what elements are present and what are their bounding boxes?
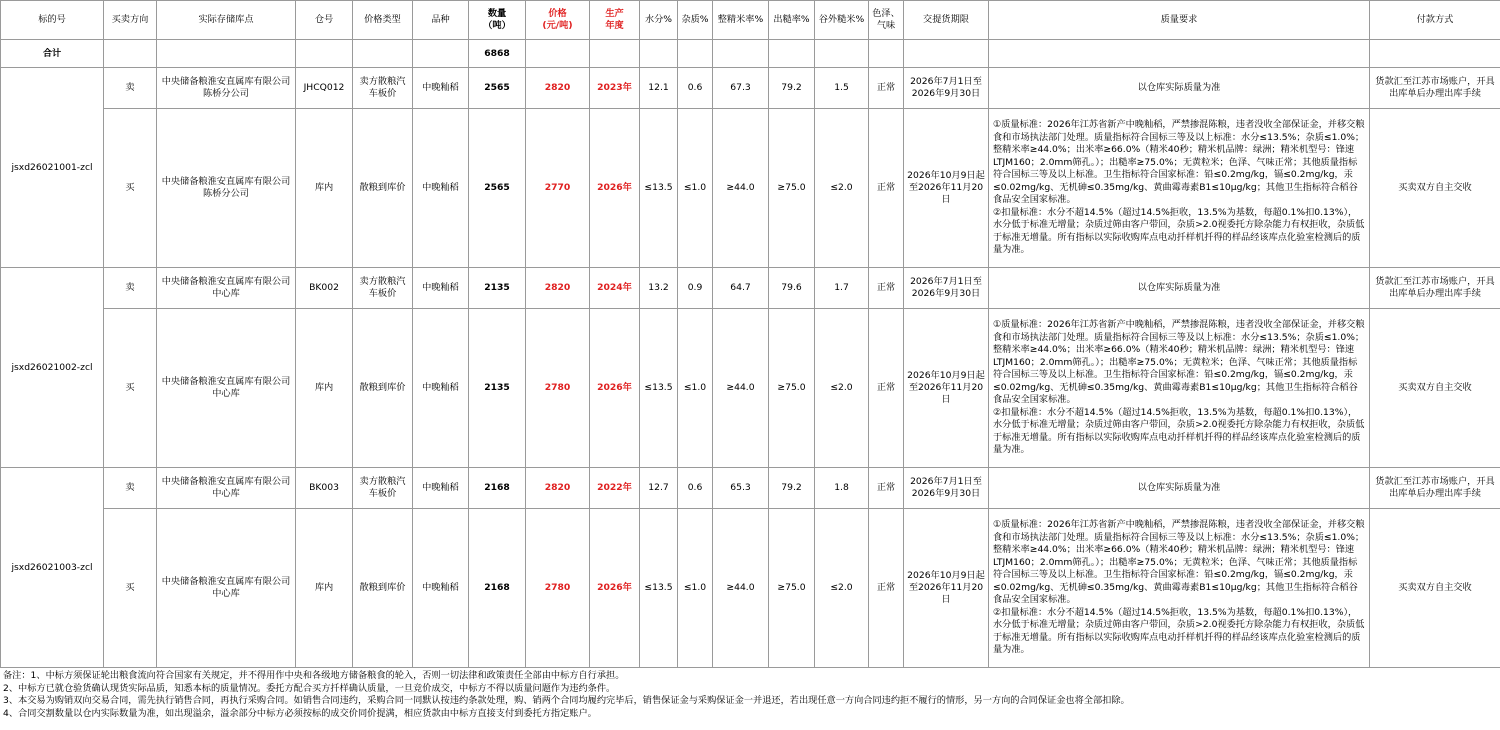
table-row — [1, 68, 1500, 109]
header-impurity: 杂质% — [678, 1, 713, 40]
quantity-cell: 2135 — [469, 268, 526, 309]
payment-cell: 买卖双方自主交收 — [1370, 109, 1500, 268]
brown-rice-cell: ≥75.0 — [769, 109, 815, 268]
direction-cell: 卖 — [104, 468, 157, 509]
head-rice-cell: ≥44.0 — [713, 509, 769, 668]
head-rice-cell: 64.7 — [713, 268, 769, 309]
price-cell: 2780 — [526, 309, 590, 468]
payment-cell: 买卖双方自主交收 — [1370, 309, 1500, 468]
delivery-cell: 2026年7月1日至2026年9月30日 — [904, 468, 989, 509]
direction-cell: 卖 — [104, 268, 157, 309]
delivery-cell: 2026年7月1日至2026年9月30日 — [904, 268, 989, 309]
moisture-cell: 12.1 — [640, 68, 678, 109]
header-payment: 付款方式 — [1370, 1, 1500, 40]
moisture-cell: ≤13.5 — [640, 109, 678, 268]
total-row — [1, 40, 1500, 68]
quantity-cell: 2168 — [469, 468, 526, 509]
header-year: 生产 年度 — [590, 1, 640, 40]
delivery-cell: 2026年10月9日起至2026年11月20日 — [904, 109, 989, 268]
year-cell: 2023年 — [590, 68, 640, 109]
color-smell-cell: 正常 — [869, 68, 904, 109]
impurity-cell: 0.6 — [678, 68, 713, 109]
direction-cell: 买 — [104, 109, 157, 268]
brown-rice-cell: ≥75.0 — [769, 309, 815, 468]
outer-brown-cell: 1.8 — [815, 468, 869, 509]
year-cell: 2024年 — [590, 268, 640, 309]
outer-brown-cell: ≤2.0 — [815, 509, 869, 668]
year-cell: 2026年 — [590, 109, 640, 268]
price-cell: 2820 — [526, 68, 590, 109]
lot-id: jsxd26021001-zcl — [1, 68, 104, 268]
variety-cell: 中晚籼稻 — [413, 68, 469, 109]
year-cell: 2022年 — [590, 468, 640, 509]
header-location: 实际存储库点 — [157, 1, 296, 40]
table-row — [1, 268, 1500, 309]
header-color-smell: 色泽、 气味 — [869, 1, 904, 40]
warehouse-cell: BK002 — [296, 268, 353, 309]
direction-cell: 卖 — [104, 68, 157, 109]
total-quantity: 6868 — [469, 40, 526, 68]
moisture-cell: ≤13.5 — [640, 509, 678, 668]
header-lot-id: 标的号 — [1, 1, 104, 40]
header-quality: 质量要求 — [989, 1, 1370, 40]
header-brown-rice: 出糙率% — [769, 1, 815, 40]
note-line: 3、本交易为购销双向交易合同，需先执行销售合同，再执行采购合同。如销售合同违约，采购合同一同默认按违约条款处理，购、销两个合同均履约完毕后，销售保证金与采购保证金一并退还，若出现任意一方向合同违约拒不履行的情形，另一方向的合同保证金也将全部扣除。 — [3, 695, 1130, 707]
header-variety: 品种 — [413, 1, 469, 40]
header-delivery: 交提货期限 — [904, 1, 989, 40]
lot-id: jsxd26021002-zcl — [1, 268, 104, 468]
brown-rice-cell: 79.2 — [769, 68, 815, 109]
quantity-cell: 2135 — [469, 309, 526, 468]
head-rice-cell: ≥44.0 — [713, 109, 769, 268]
warehouse-cell: 库内 — [296, 509, 353, 668]
table-row — [1, 468, 1500, 509]
note-line: 2、中标方已就仓验货确认现货实际品质，知悉本标的质量情况。委托方配合买方扦样确认质量，一旦竞价成交，中标方不得以质量问题作为违约条件。 — [3, 682, 616, 694]
note-line: 4、合同交割数量以仓内实际数量为准，如出现溢余，溢余部分中标方必须按标的成交价同价提满，相应货款由中标方直接支付到委托方指定账户。 — [3, 708, 597, 720]
table-row — [1, 509, 1500, 668]
price-cell: 2780 — [526, 509, 590, 668]
quality-cell: 以仓库实际质量为准 — [989, 268, 1370, 309]
price-type-cell: 散粮到库价 — [353, 509, 413, 668]
warehouse-cell: JHCQ012 — [296, 68, 353, 109]
color-smell-cell: 正常 — [869, 309, 904, 468]
brown-rice-cell: 79.6 — [769, 268, 815, 309]
head-rice-cell: 65.3 — [713, 468, 769, 509]
direction-cell: 买 — [104, 309, 157, 468]
header-warehouse: 仓号 — [296, 1, 353, 40]
brown-rice-cell: 79.2 — [769, 468, 815, 509]
quality-cell: 以仓库实际质量为准 — [989, 68, 1370, 109]
location-cell: 中央储备粮淮安直属库有限公司陈桥分公司 — [157, 68, 296, 109]
quality-cell: ①质量标准：2026年江苏省新产中晚籼稻，严禁掺混陈粮，违者没收全部保证金，并移交粮食和市场执法部门处理。质量指标符合国标三等及以上标准：水分≤13.5%；杂质≤1.0%；整精米率≥44.0%；出米率≥66.0%（精米40秒；精米机品牌：绿洲；精米机型号：锋速LTJM160；2.0mm筛孔。）；出糙率≥75.0%；无黄粒米；色泽、气味正常；其他质量指标符合国标三等及以上标准。卫生指标符合国家标准：铅≤0.2mg/kg，镉≤0.2mg/kg，汞≤0.02mg/kg、无机砷≤0.35mg/kg、黄曲霉毒素B1≤10μg/kg；其他卫生指标符合稻谷食品安全国家标准。 ②扣量标准：水分不超14.5%（超过14.5%拒收，13.5%为基数，每超0.1%扣0.13%），水分低于标准无增量；杂质过筛由客户带回，杂质>2.0视委托方除杂能力有权拒收，杂质低于标准无增量。所有指标以实际收购库点电动扦样机扦得的样品经该库点化验室检测后的质量为准。 — [989, 309, 1370, 468]
delivery-cell: 2026年10月9日起至2026年11月20日 — [904, 309, 989, 468]
quantity-cell: 2565 — [469, 68, 526, 109]
price-cell: 2770 — [526, 109, 590, 268]
note-line: 备注：1、中标方须保证轮出粮食流向符合国家有关规定，并不得用作中央和各级地方储备粮食的轮入，否则一切法律和政策责任全部由中标方自行承担。 — [3, 670, 625, 681]
quantity-cell: 2565 — [469, 109, 526, 268]
quality-cell: 以仓库实际质量为准 — [989, 468, 1370, 509]
payment-cell: 货款汇至江苏市场账户，开具出库单后办理出库手续 — [1370, 268, 1500, 309]
header-row — [1, 1, 1500, 40]
location-cell: 中央储备粮淮安直属库有限公司中心库 — [157, 509, 296, 668]
location-cell: 中央储备粮淮安直属库有限公司中心库 — [157, 468, 296, 509]
table-row — [1, 109, 1500, 268]
delivery-cell: 2026年10月9日起至2026年11月20日 — [904, 509, 989, 668]
payment-cell: 买卖双方自主交收 — [1370, 509, 1500, 668]
color-smell-cell: 正常 — [869, 109, 904, 268]
outer-brown-cell: ≤2.0 — [815, 309, 869, 468]
header-outer-brown: 谷外糙米% — [815, 1, 869, 40]
head-rice-cell: 67.3 — [713, 68, 769, 109]
variety-cell: 中晚籼稻 — [413, 468, 469, 509]
moisture-cell: ≤13.5 — [640, 309, 678, 468]
delivery-cell: 2026年7月1日至2026年9月30日 — [904, 68, 989, 109]
price-cell: 2820 — [526, 268, 590, 309]
warehouse-cell: BK003 — [296, 468, 353, 509]
price-type-cell: 卖方散粮汽车板价 — [353, 468, 413, 509]
quality-cell: ①质量标准：2026年江苏省新产中晚籼稻，严禁掺混陈粮，违者没收全部保证金，并移交粮食和市场执法部门处理。质量指标符合国标三等及以上标准：水分≤13.5%；杂质≤1.0%；整精米率≥44.0%；出米率≥66.0%（精米40秒；精米机品牌：绿洲；精米机型号：锋速LTJM160；2.0mm筛孔。）；出糙率≥75.0%；无黄粒米；色泽、气味正常；其他质量指标符合国标三等及以上标准。卫生指标符合国家标准：铅≤0.2mg/kg，镉≤0.2mg/kg，汞≤0.02mg/kg、无机砷≤0.35mg/kg、黄曲霉毒素B1≤10μg/kg；其他卫生指标符合稻谷食品安全国家标准。 ②扣量标准：水分不超14.5%（超过14.5%拒收，13.5%为基数，每超0.1%扣0.13%），水分低于标准无增量；杂质过筛由客户带回，杂质>2.0视委托方除杂能力有权拒收，杂质低于标准无增量。所有指标以实际收购库点电动扦样机扦得的样品经该库点化验室检测后的质量为准。 — [989, 509, 1370, 668]
lot-id: jsxd26021003-zcl — [1, 468, 104, 668]
impurity-cell: 0.9 — [678, 268, 713, 309]
location-cell: 中央储备粮淮安直属库有限公司中心库 — [157, 268, 296, 309]
warehouse-cell: 库内 — [296, 109, 353, 268]
header-head-rice: 整精米率% — [713, 1, 769, 40]
price-type-cell: 散粮到库价 — [353, 309, 413, 468]
header-moisture: 水分% — [640, 1, 678, 40]
moisture-cell: 12.7 — [640, 468, 678, 509]
impurity-cell: ≤1.0 — [678, 309, 713, 468]
outer-brown-cell: ≤2.0 — [815, 109, 869, 268]
header-price-type: 价格类型 — [353, 1, 413, 40]
payment-cell: 货款汇至江苏市场账户，开具出库单后办理出库手续 — [1370, 468, 1500, 509]
table-row — [1, 309, 1500, 468]
outer-brown-cell: 1.5 — [815, 68, 869, 109]
location-cell: 中央储备粮淮安直属库有限公司陈桥分公司 — [157, 109, 296, 268]
color-smell-cell: 正常 — [869, 509, 904, 668]
price-cell: 2820 — [526, 468, 590, 509]
warehouse-cell: 库内 — [296, 309, 353, 468]
quality-cell: ①质量标准：2026年江苏省新产中晚籼稻，严禁掺混陈粮，违者没收全部保证金，并移交粮食和市场执法部门处理。质量指标符合国标三等及以上标准：水分≤13.5%；杂质≤1.0%；整精米率≥44.0%；出米率≥66.0%（精米40秒；精米机品牌：绿洲；精米机型号：锋速LTJM160；2.0mm筛孔。）；出糙率≥75.0%；无黄粒米；色泽、气味正常；其他质量指标符合国标三等及以上标准。卫生指标符合国家标准：铅≤0.2mg/kg，镉≤0.2mg/kg，汞≤0.02mg/kg、无机砷≤0.35mg/kg、黄曲霉毒素B1≤10μg/kg；其他卫生指标符合稻谷食品安全国家标准。 ②扣量标准：水分不超14.5%（超过14.5%拒收，13.5%为基数，每超0.1%扣0.13%），水分低于标准无增量；杂质过筛由客户带回，杂质>2.0视委托方除杂能力有权拒收，杂质低于标准无增量。所有指标以实际收购库点电动扦样机扦得的样品经该库点化验室检测后的质量为准。 — [989, 109, 1370, 268]
payment-cell: 货款汇至江苏市场账户，开具出库单后办理出库手续 — [1370, 68, 1500, 109]
color-smell-cell: 正常 — [869, 468, 904, 509]
variety-cell: 中晚籼稻 — [413, 509, 469, 668]
header-quantity: 数量 （吨） — [469, 1, 526, 40]
impurity-cell: ≤1.0 — [678, 109, 713, 268]
price-type-cell: 卖方散粮汽车板价 — [353, 68, 413, 109]
header-price: 价格 (元/吨) — [526, 1, 590, 40]
variety-cell: 中晚籼稻 — [413, 268, 469, 309]
year-cell: 2026年 — [590, 509, 640, 668]
price-type-cell: 散粮到库价 — [353, 109, 413, 268]
impurity-cell: ≤1.0 — [678, 509, 713, 668]
color-smell-cell: 正常 — [869, 268, 904, 309]
quantity-cell: 2168 — [469, 509, 526, 668]
outer-brown-cell: 1.7 — [815, 268, 869, 309]
impurity-cell: 0.6 — [678, 468, 713, 509]
brown-rice-cell: ≥75.0 — [769, 509, 815, 668]
year-cell: 2026年 — [590, 309, 640, 468]
variety-cell: 中晚籼稻 — [413, 109, 469, 268]
location-cell: 中央储备粮淮安直属库有限公司中心库 — [157, 309, 296, 468]
direction-cell: 买 — [104, 509, 157, 668]
notes-section — [0, 668, 1500, 723]
price-type-cell: 卖方散粮汽车板价 — [353, 268, 413, 309]
variety-cell: 中晚籼稻 — [413, 309, 469, 468]
header-direction: 买卖方向 — [104, 1, 157, 40]
moisture-cell: 13.2 — [640, 268, 678, 309]
head-rice-cell: ≥44.0 — [713, 309, 769, 468]
total-label: 合计 — [1, 40, 104, 68]
